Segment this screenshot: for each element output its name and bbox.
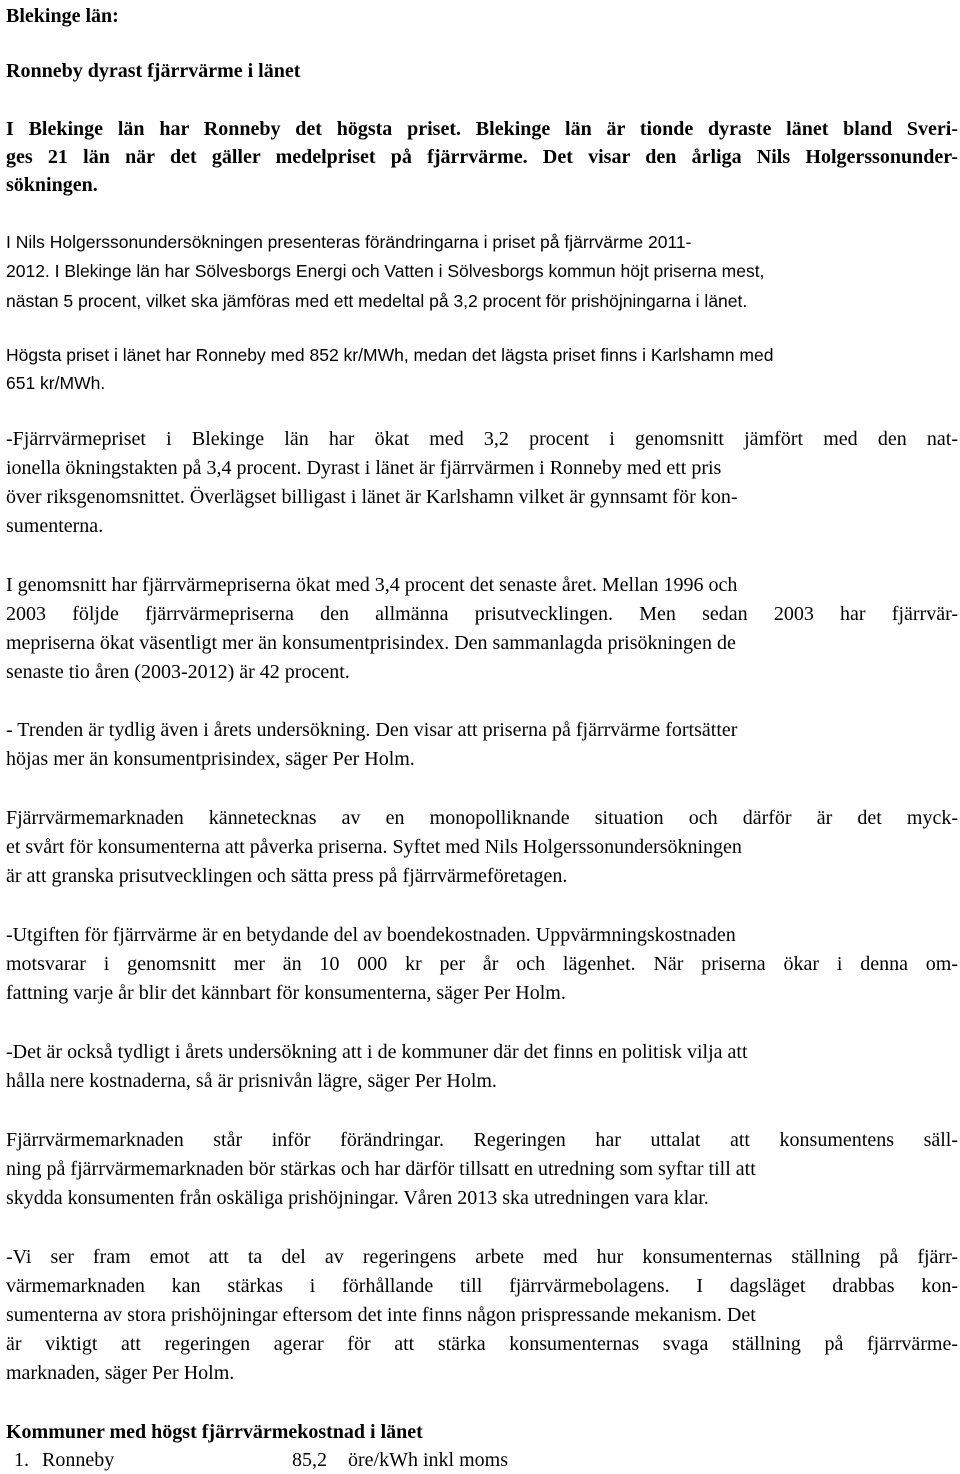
body-text-line: sumenterna. bbox=[6, 515, 104, 537]
body-text-line: är att granska prisutvecklingen och sätta press på fjärrvärmeföretagen. bbox=[6, 865, 568, 887]
body-text-line: värmemarknaden kan stärkas i förhållande till fjärrvärmebolagens. I dagsläget drabbas kon- bbox=[6, 1275, 958, 1297]
body-text-line: -Det är också tydligt i årets undersökning att i de kommuner där det finns en politisk vilja att bbox=[6, 1041, 748, 1063]
body-text-line: skydda konsumenten från oskäliga prishöjningar. Våren 2013 ska utredningen vara klar. bbox=[6, 1187, 709, 1209]
body-text-line: Fjärrvärmemarknaden står inför förändringar. Regeringen har uttalat att konsumentens säll- bbox=[6, 1129, 958, 1151]
price-value: 85,2 bbox=[292, 1449, 327, 1471]
body-text-line: nästan 5 procent, vilket ska jämföras med ett medeltal på 3,2 procent för prishöjningarna i länet. bbox=[6, 291, 748, 311]
body-text-line: höjas mer än konsumentprisindex, säger Per Holm. bbox=[6, 748, 415, 770]
rank-number: 1. bbox=[14, 1449, 29, 1471]
body-text-line: I Nils Holgerssonundersökningen presenteras förändringarna i priset på fjärrvärme 2011- bbox=[6, 232, 692, 252]
body-text-line: 2012. I Blekinge län har Sölvesborgs Energi och Vatten i Sölvesborgs kommun höjt priserna mest, bbox=[6, 261, 765, 281]
table-caption: Kommuner med högst fjärrvärmekostnad i länet bbox=[6, 1421, 423, 1443]
body-text-line: senaste tio åren (2003-2012) är 42 procent. bbox=[6, 661, 350, 683]
body-text-line: mepriserna ökat väsentligt mer än konsumentprisindex. Den sammanlagda prisökningen de bbox=[6, 632, 736, 654]
article-title: Ronneby dyrast fjärrvärme i länet bbox=[6, 60, 301, 82]
body-text-line: Högsta priset i länet har Ronneby med 852 kr/MWh, medan det lägsta priset finns i Karlshamn med bbox=[6, 345, 774, 365]
body-text-line: fattning varje år blir det kännbart för konsumenterna, säger Per Holm. bbox=[6, 982, 566, 1004]
body-text-line: et svårt för konsumenterna att påverka priserna. Syftet med Nils Holgerssonundersökningen bbox=[6, 836, 742, 858]
body-text-line: över riksgenomsnittet. Överlägset billigast i länet är Karlshamn vilket är gynnsamt för kon- bbox=[6, 486, 738, 508]
body-text-line: -Utgiften för fjärrvärme är en betydande del av boendekostnaden. Uppvärmningskostnaden bbox=[6, 924, 736, 946]
region-heading: Blekinge län: bbox=[6, 5, 119, 27]
body-text-line: sumenterna av stora prishöjningar eftersom det inte finns någon prispressande mekanism. Det bbox=[6, 1304, 756, 1326]
body-text-line: ning på fjärrvärmemarknaden bör stärkas och har därför tillsatt en utredning som syftar till att bbox=[6, 1158, 756, 1180]
body-text-line: är viktigt att regeringen agerar för att stärka konsumenternas svaga ställning på fjärrvärme- bbox=[6, 1333, 958, 1355]
body-text-line: -Fjärrvärmepriset i Blekinge län har ökat med 3,2 procent i genomsnitt jämfört med den nat- bbox=[6, 428, 958, 450]
body-text-line: -Vi ser fram emot att ta del av regeringens arbete med hur konsumenternas ställning på fjärr- bbox=[6, 1246, 958, 1268]
body-text-line: 2003 följde fjärrvärmepriserna den allmänna prisutvecklingen. Men sedan 2003 har fjärrvär- bbox=[6, 603, 958, 625]
body-text-line: ges 21 län när det gäller medelpriset på fjärrvärme. Det visar den årliga Nils Holgerssonunder- bbox=[6, 146, 958, 168]
body-text-line: 651 kr/MWh. bbox=[6, 373, 106, 393]
municipality-name: Ronneby bbox=[42, 1449, 115, 1471]
body-text-line: motsvarar i genomsnitt mer än 10 000 kr per år och lägenhet. När priserna ökar i denna om- bbox=[6, 953, 958, 975]
body-text-line: I genomsnitt har fjärrvärmepriserna ökat med 3,4 procent det senaste året. Mellan 1996 och bbox=[6, 574, 738, 596]
body-text-line: marknaden, säger Per Holm. bbox=[6, 1362, 235, 1384]
body-text-line: Fjärrvärmemarknaden kännetecknas av en monopolliknande situation och därför är det myck- bbox=[6, 807, 958, 829]
body-text-line: - Trenden är tydlig även i årets undersökning. Den visar att priserna på fjärrvärme fortsätter bbox=[6, 719, 738, 741]
body-text-line: sökningen. bbox=[6, 174, 98, 196]
price-unit: öre/kWh inkl moms bbox=[348, 1449, 508, 1471]
body-text-line: hålla nere kostnaderna, så är prisnivån lägre, säger Per Holm. bbox=[6, 1070, 497, 1092]
body-text-line: ionella ökningstakten på 3,4 procent. Dyrast i länet är fjärrvärmen i Ronneby med ett pris bbox=[6, 457, 722, 479]
body-text-line: I Blekinge län har Ronneby det högsta priset. Blekinge län är tionde dyraste länet bland Sveri- bbox=[6, 118, 958, 140]
